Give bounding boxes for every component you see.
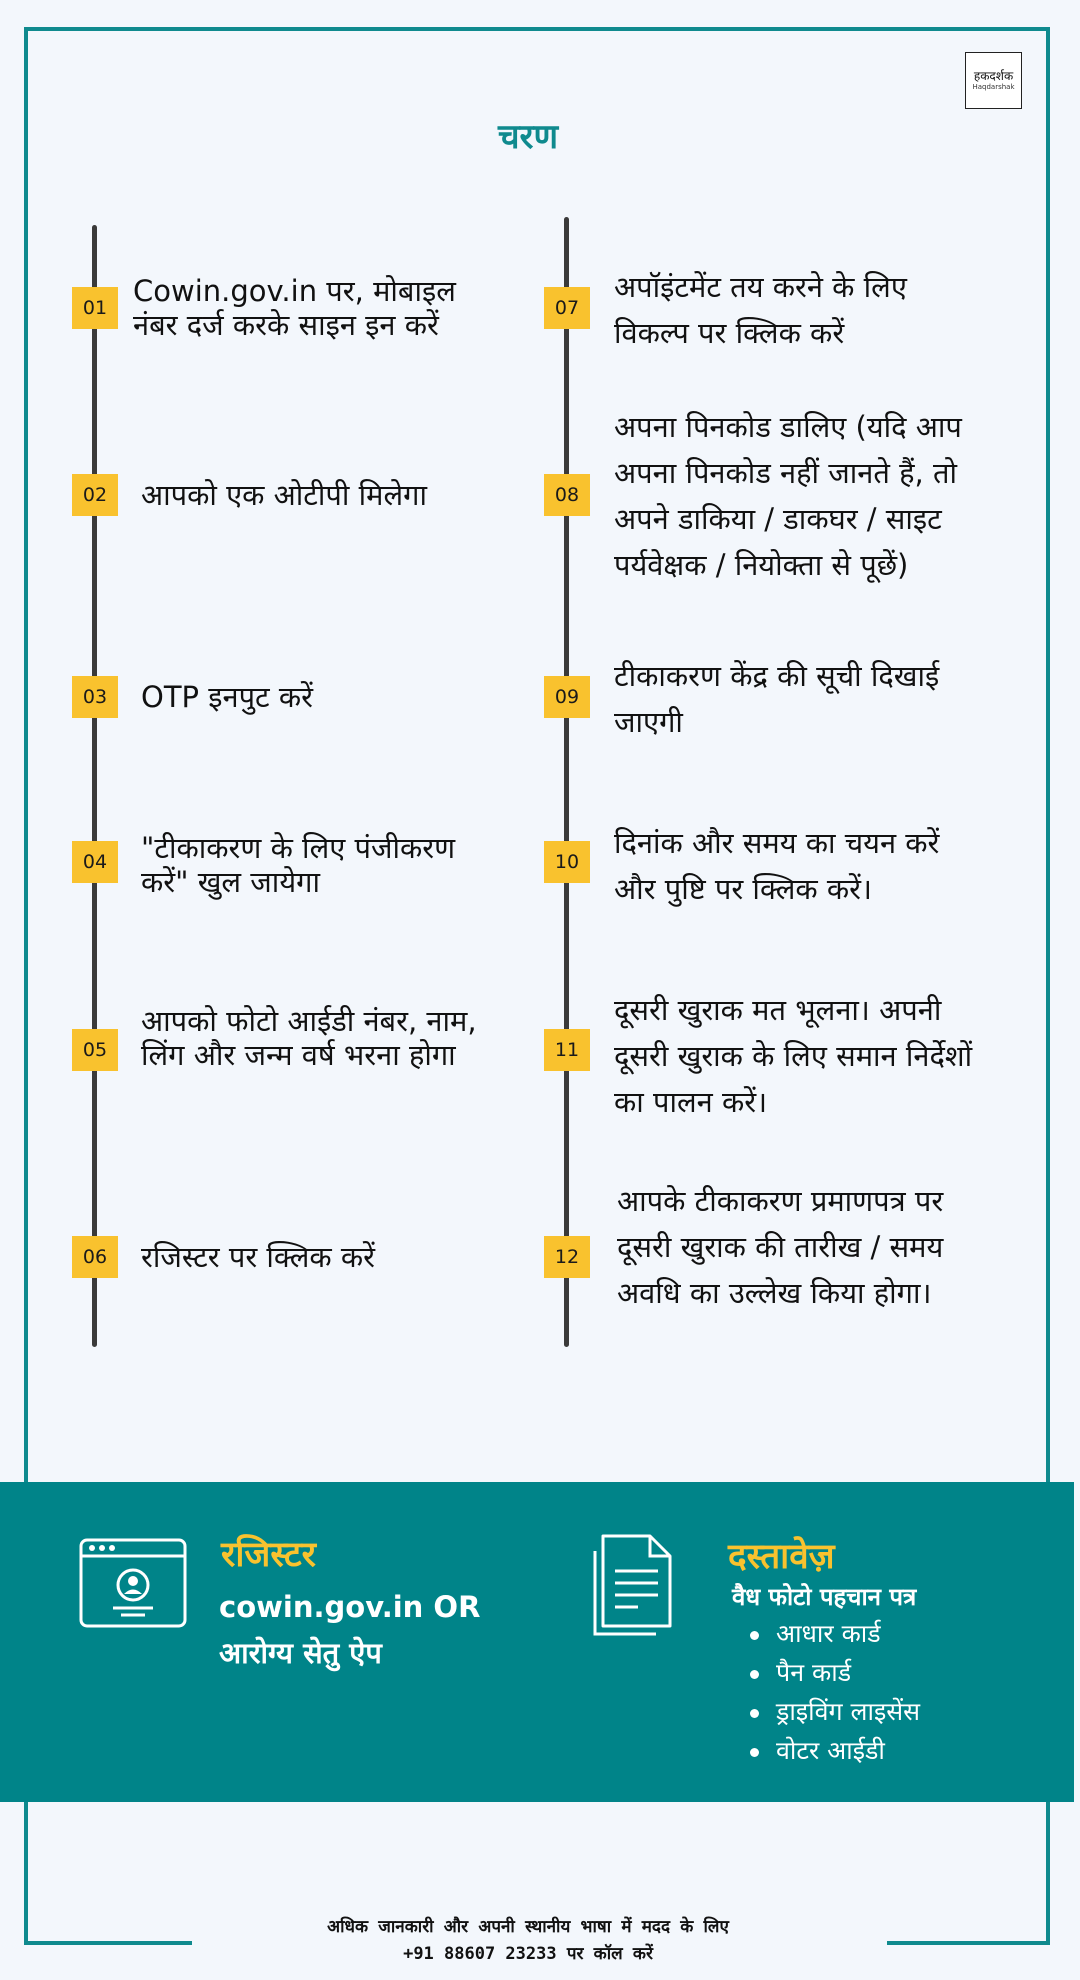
- logo-hindi-text: हकदर्शक: [973, 69, 1014, 83]
- footer-phone: +91 88607 23233 पर कॉल करें: [403, 1944, 653, 1964]
- step-text: रजिस्टर पर क्लिक करें: [141, 1240, 376, 1274]
- step-text: "टीकाकरण के लिए पंजीकरण करें" खुल जायेगा: [141, 831, 456, 899]
- step-text: अपना पिनकोड डालिए (यदि आप अपना पिनकोड नहीं जानते हैं, तो अपने डाकिया / डाकघर / साइट पर्यवेक्षक / नियोक्ता से पूछें): [614, 410, 962, 582]
- step-number: 06: [72, 1236, 118, 1278]
- documents-heading: दस्तावेज़: [728, 1537, 835, 1577]
- step-number: 08: [544, 474, 590, 516]
- step-number: 03: [72, 676, 118, 718]
- document-icon: [592, 1533, 674, 1641]
- browser-user-icon: [79, 1538, 187, 1632]
- step-number: 10: [544, 841, 590, 883]
- logo-english-text: Haqdarshak: [972, 83, 1015, 91]
- step-text: Cowin.gov.in पर, मोबाइल नंबर दर्ज करके साइन इन करें: [133, 274, 456, 342]
- step-text: आपको एक ओटीपी मिलेगा: [141, 478, 427, 512]
- documents-list: [748, 1614, 920, 1770]
- timeline-right: [564, 217, 569, 1347]
- step-number: 01: [72, 287, 118, 329]
- step-number: 04: [72, 841, 118, 883]
- step-text: दूसरी खुराक मत भूलना। अपनी दूसरी खुराक के लिए समान निर्देशों का पालन करें।: [614, 993, 973, 1119]
- register-site-text: cowin.gov.in OR आरोग्य सेतु ऐप: [219, 1590, 481, 1670]
- footer-line-1: अधिक जानकारी और अपनी स्थानीय भाषा में मदद के लिए: [327, 1917, 729, 1937]
- step-text: अपॉइंटमेंट तय करने के लिए विकल्प पर क्लिक करें: [614, 270, 907, 350]
- register-heading: रजिस्टर: [221, 1535, 316, 1575]
- frame-top-border: [24, 27, 1050, 31]
- haqdarshak-logo: [965, 52, 1022, 109]
- step-number: 09: [544, 676, 590, 718]
- step-text: OTP इनपुट करें: [141, 680, 314, 714]
- step-number: 02: [72, 474, 118, 516]
- list-item: ड्राइविंग लाइसेंस: [748, 1692, 920, 1731]
- step-number: 12: [544, 1236, 590, 1278]
- step-text: आपके टीकाकरण प्रमाणपत्र पर दूसरी खुराक की तारीख / समय अवधि का उल्लेख किया होगा।: [617, 1184, 944, 1310]
- list-item: पैन कार्ड: [748, 1653, 920, 1692]
- step-number: 07: [544, 287, 590, 329]
- list-item: आधार कार्ड: [748, 1614, 920, 1653]
- timeline-left: [92, 225, 97, 1347]
- step-number: 05: [72, 1029, 118, 1071]
- page-title: चरण: [497, 117, 559, 157]
- step-text: दिनांक और समय का चयन करें और पुष्टि पर क्लिक करें।: [614, 826, 940, 906]
- step-text: टीकाकरण केंद्र की सूची दिखाई जाएगी: [614, 659, 940, 739]
- list-item: वोटर आईडी: [748, 1731, 920, 1770]
- documents-subheading: वैध फोटो पहचान पत्र: [732, 1583, 917, 1611]
- step-number: 11: [544, 1029, 590, 1071]
- footer-contact: [0, 1914, 1056, 1968]
- step-text: आपको फोटो आईडी नंबर, नाम, लिंग और जन्म वर्ष भरना होगा: [141, 1004, 477, 1072]
